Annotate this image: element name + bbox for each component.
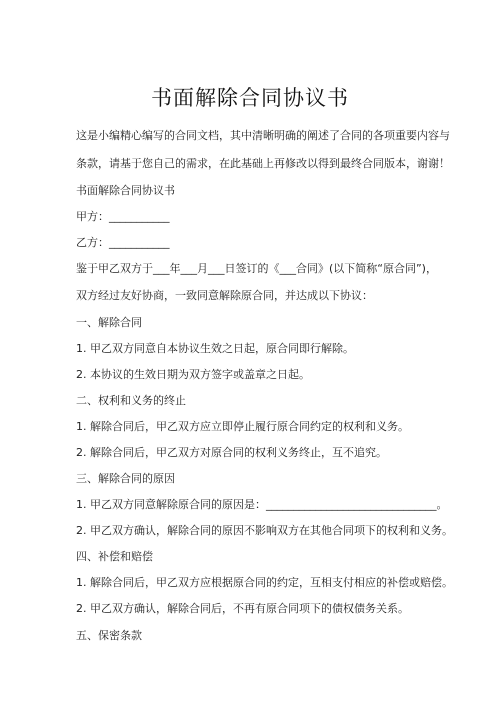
intro-line-1: 这是小编精心编写的合同文档，其中清晰明确的阐述了合同的各项重要内容与	[76, 129, 450, 142]
section-heading-5: 五、保密条款	[76, 629, 142, 642]
clause-4-2: 2. 甲乙双方确认，解除合同后，不再有原合同项下的债权债务关系。	[76, 602, 409, 615]
clause-3-1: 1. 甲乙双方同意解除原合同的原因是：_______________________________。	[76, 498, 448, 511]
section-heading-1: 一、解除合同	[76, 316, 142, 329]
intro-line-2: 条款，请基于您自己的需求，在此基础上再修改以得到最终合同版本，谢谢！	[76, 157, 450, 170]
preamble-line-1: 鉴于甲乙双方于___年___月___日签订的《___合同》(以下简称“原合同”)，	[76, 262, 437, 275]
clause-2-1: 1. 解除合同后，甲乙双方应立即停止履行原合同约定的权利和义务。	[76, 420, 409, 433]
clause-4-1: 1. 解除合同后，甲乙双方应根据原合同的约定，互相支付相应的补偿或赔偿。	[76, 576, 453, 589]
document-title: 书面解除合同协议书	[151, 86, 349, 110]
clause-3-2: 2. 甲乙双方确认，解除合同的原因不影响双方在其他合同项下的权利和义务。	[76, 524, 453, 537]
party-b-line: 乙方：___________	[76, 236, 170, 249]
subtitle-line: 书面解除合同协议书	[76, 184, 175, 197]
clause-1-1: 1. 甲乙双方同意自本协议生效之日起，原合同即行解除。	[76, 342, 354, 355]
clause-2-2: 2. 解除合同后，甲乙双方对原合同的权利义务终止，互不追究。	[76, 446, 387, 459]
party-a-line: 甲方：___________	[76, 210, 170, 223]
section-heading-3: 三、解除合同的原因	[76, 472, 175, 485]
clause-1-2: 2. 本协议的生效日期为双方签字或盖章之日起。	[76, 368, 310, 381]
section-heading-2: 二、权利和义务的终止	[76, 394, 186, 407]
section-heading-4: 四、补偿和赔偿	[76, 550, 153, 563]
preamble-line-2: 双方经过友好协商，一致同意解除原合同，并达成以下协议：	[76, 289, 373, 302]
